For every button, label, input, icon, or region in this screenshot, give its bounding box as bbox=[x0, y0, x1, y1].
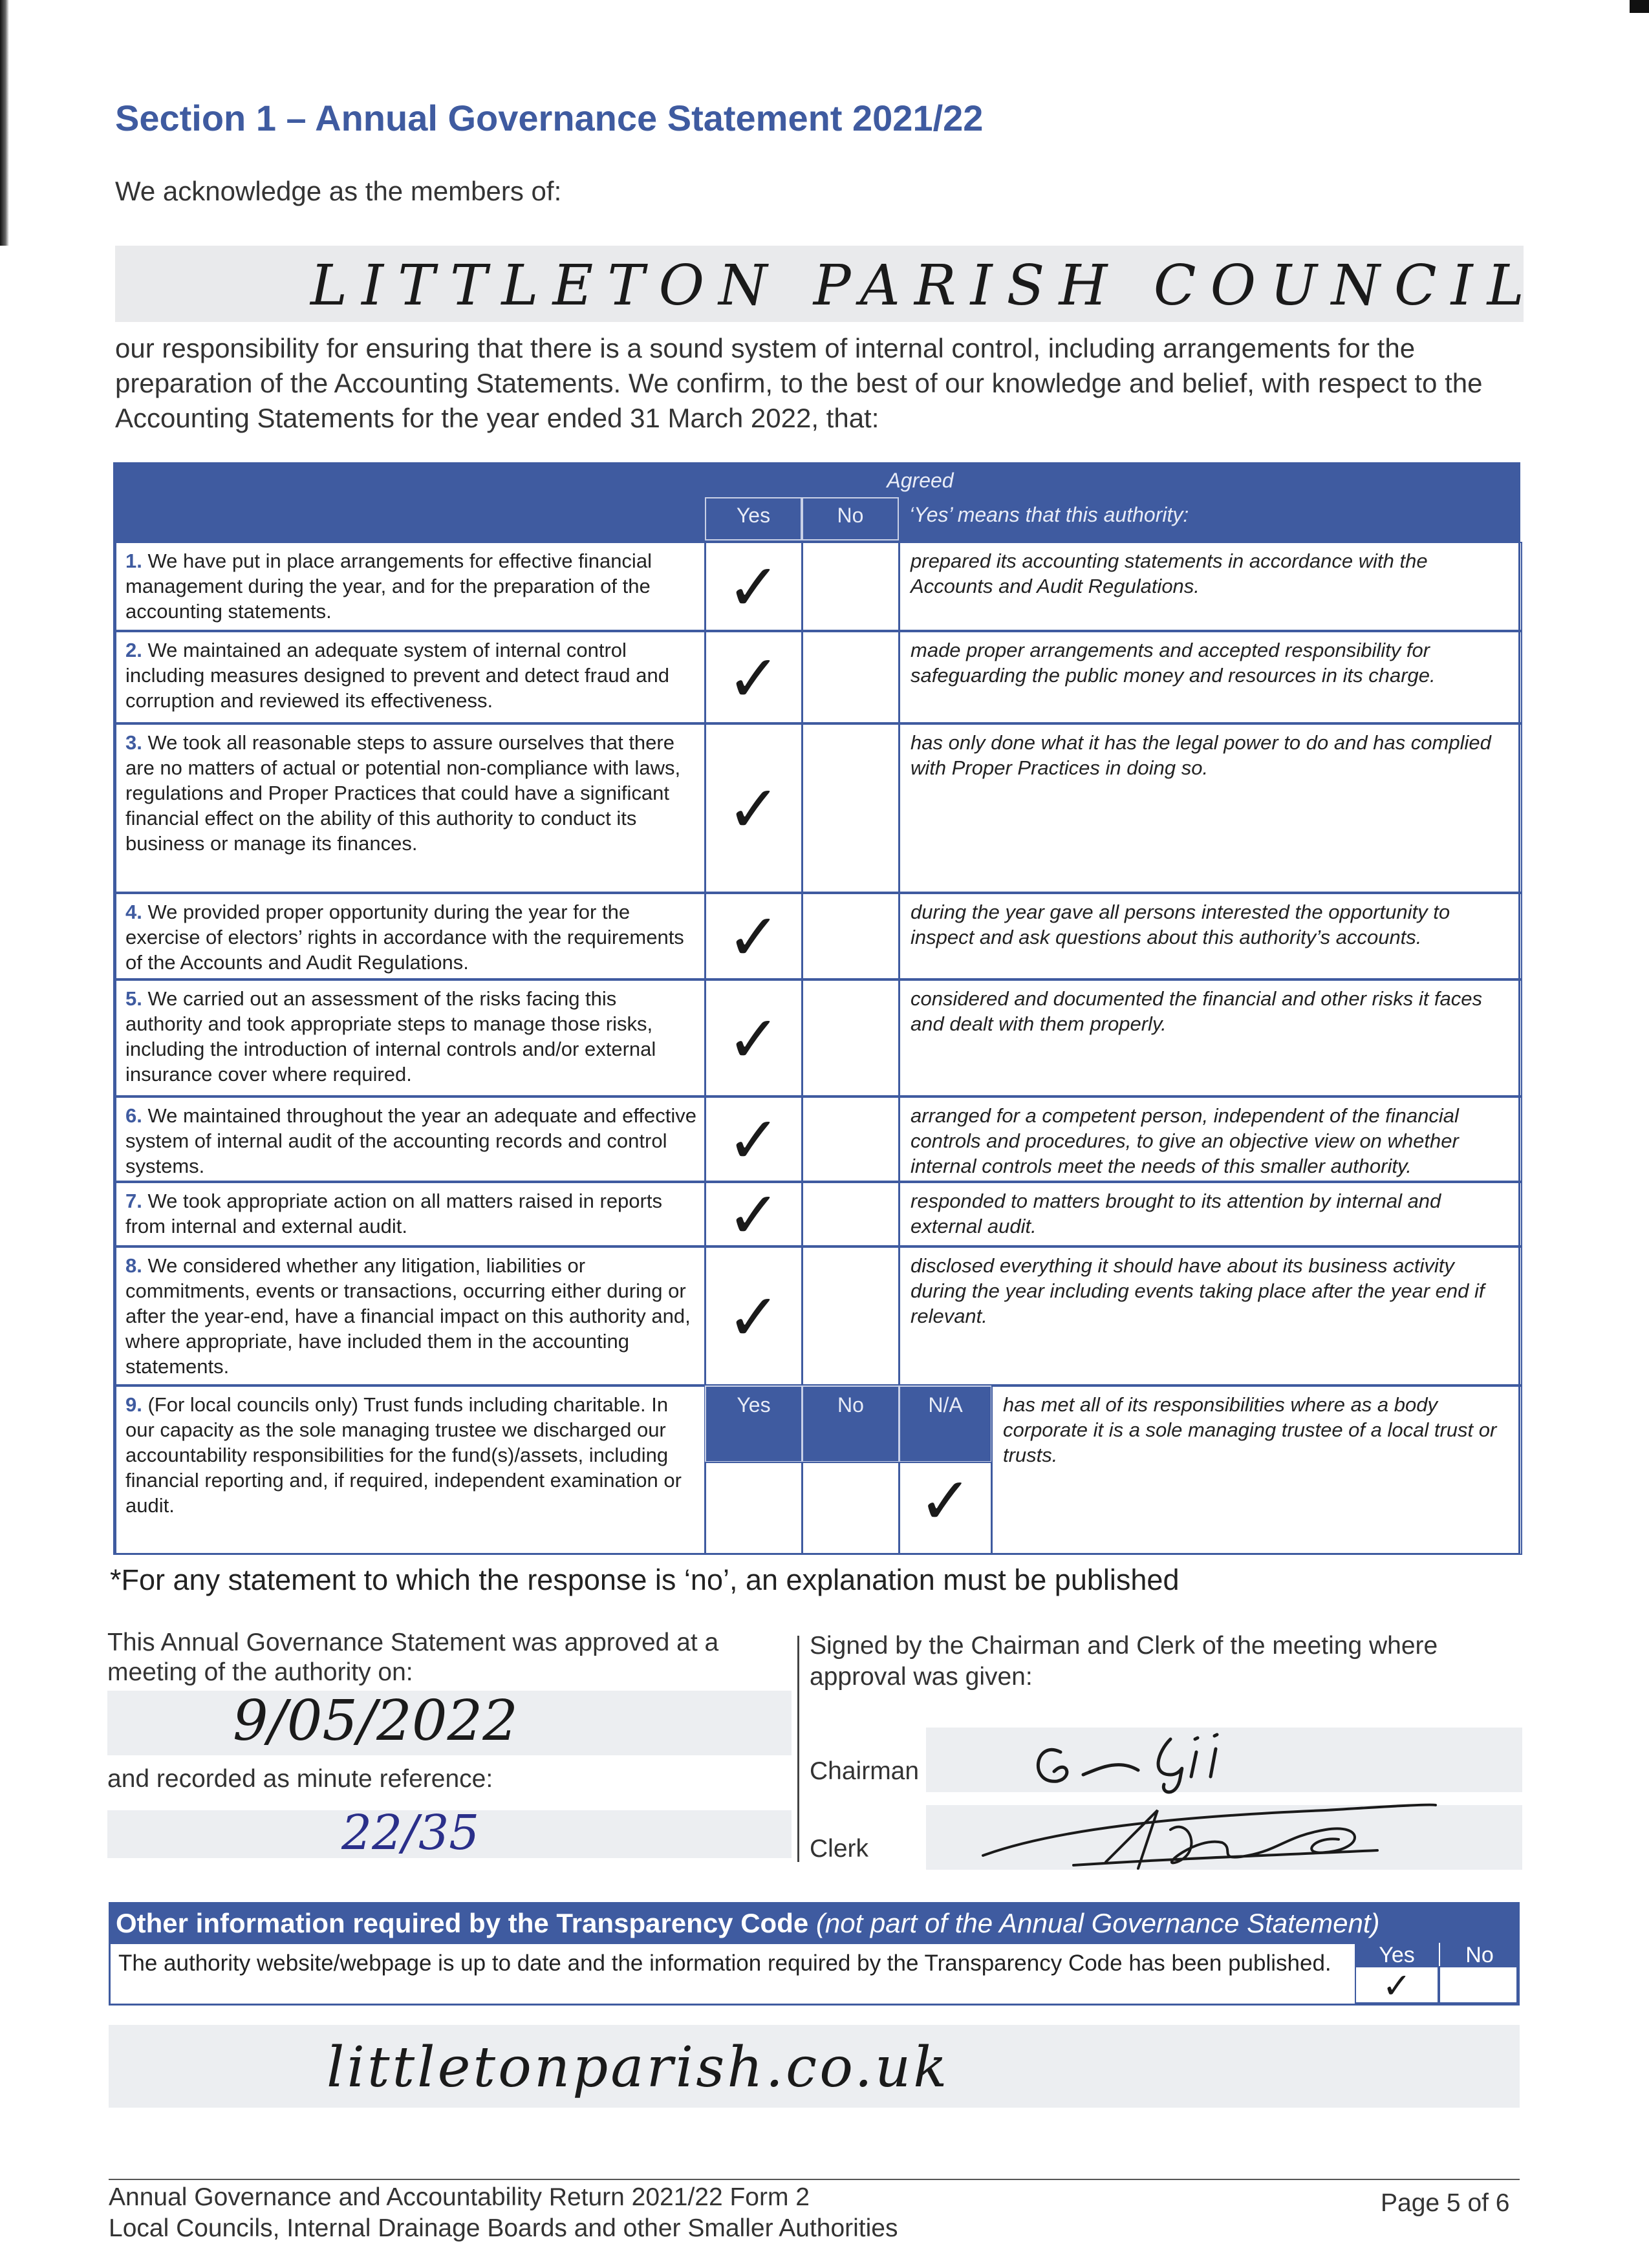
row-5-means: considered and documented the financial and other risks it faces and dealt with them properly. bbox=[899, 979, 1522, 1097]
transparency-heading-note: (not part of the Annual Governance Statement) bbox=[815, 1908, 1380, 1938]
row-2-means: made proper arrangements and accepted responsibility for safeguarding the public money and resources in its charge. bbox=[899, 631, 1522, 723]
row-9-no-label: No bbox=[837, 1393, 864, 1417]
recorded-text: and recorded as minute reference: bbox=[107, 1765, 493, 1793]
row-7-statement bbox=[115, 1182, 706, 1246]
row-6-means: arranged for a competent person, independent of the financial controls and procedures, to give an objective view on whether internal controls meet the needs of this smaller authority. bbox=[899, 1097, 1522, 1182]
transparency-section bbox=[109, 1902, 1520, 2006]
row-number: 6. bbox=[125, 1104, 142, 1127]
no-col-header bbox=[802, 497, 899, 540]
yes-col-header bbox=[705, 497, 802, 540]
row-statement-text: We maintained throughout the year an adequate and effective system of internal audit of the accounting records and control systems. bbox=[125, 1104, 697, 1177]
row-1-no-cell bbox=[802, 542, 900, 631]
scan-edge-shadow bbox=[0, 0, 9, 246]
row-3-means: has only done what it has the legal power to do and has complied with Proper Practices in doing so. bbox=[899, 723, 1522, 893]
approval-date-handwriting: 9/05/2022 bbox=[233, 1689, 518, 1753]
row-5-no-cell bbox=[802, 979, 900, 1097]
row-number: 8. bbox=[125, 1254, 142, 1277]
transparency-tick-mark: ✓ bbox=[1382, 1965, 1412, 2006]
row-7-no-cell bbox=[802, 1182, 900, 1246]
row-9-no-header bbox=[802, 1385, 900, 1462]
row-statement-text: We took appropriate action on all matters raised in reports from internal and external audit. bbox=[125, 1190, 662, 1237]
clerk-signature-image bbox=[976, 1791, 1442, 1881]
transparency-no-header bbox=[1439, 1943, 1519, 1966]
row-5-statement bbox=[115, 979, 706, 1097]
row-9-tick-mark: ✓ bbox=[918, 1463, 973, 1539]
row-8-means: disclosed everything it should have about its business activity during the year including events taking place after the year end if relevant. bbox=[899, 1246, 1522, 1385]
row-9-means: has met all of its responsibilities where as a body corporate it is a sole managing trustee of a local trust or trusts. bbox=[991, 1385, 1522, 1555]
row-number: 7. bbox=[125, 1190, 142, 1212]
row-7-yes-cell bbox=[705, 1177, 803, 1253]
row-statement-text: We took all reasonable steps to assure ourselves that there are no matters of actual or potential non-compliance with laws, regulations and Proper Practices that could have a significant financial effect on the ability of this authority to conduct its business or manage its finances. bbox=[125, 731, 681, 855]
row-number: 5. bbox=[125, 987, 142, 1010]
page-number: Page 5 of 6 bbox=[1381, 2189, 1510, 2217]
row-5-yes-cell bbox=[705, 979, 803, 1097]
footer-text bbox=[109, 2182, 898, 2244]
transparency-yes-label: Yes bbox=[1379, 1943, 1415, 1967]
row-statement-text: We considered whether any litigation, liabilities or commitments, events or transactions, occurring either during or after the year-end, have a financial impact on this authority and, where appropriate, have included them in the accounting statements. bbox=[125, 1254, 691, 1378]
row-9-na-cell bbox=[899, 1462, 992, 1555]
transparency-yes-header bbox=[1355, 1943, 1439, 1966]
minute-reference-handwriting: 22/35 bbox=[341, 1805, 480, 1861]
approved-text: This Annual Governance Statement was approved at a meeting of the authority on: bbox=[107, 1629, 719, 1686]
row-statement-text: We maintained an adequate system of internal control including measures designed to prevent and detect fraud and corruption and reviewed its effectiveness. bbox=[125, 639, 670, 712]
row-9-na-header bbox=[899, 1385, 992, 1462]
intro-text: We acknowledge as the members of: bbox=[115, 176, 562, 206]
row-9-yes-label: Yes bbox=[737, 1393, 771, 1417]
row-6-yes-cell bbox=[705, 1097, 803, 1182]
row-9-yes-header bbox=[705, 1385, 803, 1462]
scan-corner-mark bbox=[1630, 0, 1649, 13]
means-col-label: ‘Yes’ means that this authority: bbox=[909, 503, 1189, 526]
no-response-note: *For any statement to which the response is ‘no’, an explanation must be published bbox=[110, 1563, 1180, 1596]
authority-name-handwriting: LITTLETON PARISH COUNCIL bbox=[310, 253, 1538, 318]
footer-line-1: Annual Governance and Accountability Return 2021/22 Form 2 bbox=[109, 2183, 810, 2211]
row-1-yes-cell bbox=[705, 542, 803, 631]
row-1-statement bbox=[115, 542, 706, 631]
tick-mark: ✓ bbox=[726, 899, 781, 975]
signed-text: Signed by the Chairman and Clerk of the meeting where approval was given: bbox=[810, 1632, 1438, 1691]
row-2-statement bbox=[115, 631, 706, 723]
row-1-means: prepared its accounting statements in accordance with the Accounts and Audit Regulations. bbox=[899, 542, 1522, 631]
agreed-label: Agreed bbox=[887, 469, 954, 492]
responsibility-text: our responsibility for ensuring that there is a sound system of internal control, including arrangements for the preparation of the Accounting Statements. We confirm, to the best of our knowledge and belief, with respect to the Accounting Statements for the year ended 31 March 2022, that: bbox=[115, 333, 1483, 433]
row-9-text: (For local councils only) Trust funds including charitable. In our capacity as the sole managing trustee we discharged our accountability responsibilities for the fund(s)/assets, including financial reporting and, if required, independent examination or audit. bbox=[125, 1393, 682, 1517]
row-8-statement bbox=[115, 1246, 706, 1385]
row-9-number: 9. bbox=[125, 1393, 142, 1416]
yes-col-label: Yes bbox=[736, 504, 771, 527]
transparency-yes-cell bbox=[1355, 1966, 1439, 2004]
tick-mark: ✓ bbox=[726, 550, 781, 625]
transparency-no-cell bbox=[1439, 1966, 1518, 2004]
row-2-yes-cell bbox=[705, 631, 803, 723]
row-3-no-cell bbox=[802, 723, 900, 893]
transparency-text: The authority website/webpage is up to date and the information required by the Transparency Code has been published. bbox=[118, 1951, 1331, 1976]
row-9-na-label: N/A bbox=[928, 1393, 963, 1417]
row-6-statement bbox=[115, 1097, 706, 1182]
tick-mark: ✓ bbox=[726, 1001, 781, 1077]
row-4-statement bbox=[115, 893, 706, 979]
tick-mark: ✓ bbox=[726, 1279, 781, 1355]
row-7-means: responded to matters brought to its attention by internal and external audit. bbox=[899, 1182, 1522, 1246]
transparency-heading: Other information required by the Transparency Code bbox=[116, 1908, 809, 1938]
row-9-yes-cell bbox=[705, 1462, 803, 1555]
footer-rule bbox=[109, 2179, 1520, 2180]
row-6-no-cell bbox=[802, 1097, 900, 1182]
row-statement-text: We provided proper opportunity during the year for the exercise of electors’ rights in accordance with the requirements of the Accounts and Audit Regulations. bbox=[125, 901, 684, 974]
row-8-no-cell bbox=[802, 1246, 900, 1385]
row-3-yes-cell bbox=[705, 723, 803, 893]
row-4-yes-cell bbox=[705, 893, 803, 979]
row-statement-text: We carried out an assessment of the risks facing this authority and took appropriate steps to manage those risks, including the introduction of internal controls and/or external insurance cover where required. bbox=[125, 987, 656, 1086]
chairman-signature-image bbox=[1022, 1713, 1293, 1797]
governance-table bbox=[113, 462, 1520, 1555]
row-number: 3. bbox=[125, 731, 142, 754]
no-col-label: No bbox=[837, 504, 864, 527]
row-2-no-cell bbox=[802, 631, 900, 723]
row-8-yes-cell bbox=[705, 1246, 803, 1385]
row-number: 4. bbox=[125, 901, 142, 923]
row-number: 2. bbox=[125, 639, 142, 661]
row-3-statement bbox=[115, 723, 706, 893]
page-title: Section 1 – Annual Governance Statement 2021/22 bbox=[115, 98, 984, 138]
tick-mark: ✓ bbox=[726, 1102, 781, 1178]
footer-line-2: Local Councils, Internal Drainage Boards and other Smaller Authorities bbox=[109, 2214, 898, 2242]
clerk-label: Clerk bbox=[810, 1835, 869, 1863]
tick-mark: ✓ bbox=[726, 641, 781, 716]
transparency-header bbox=[111, 1904, 1518, 1944]
tick-mark: ✓ bbox=[726, 1177, 781, 1253]
row-statement-text: We have put in place arrangements for effective financial management during the year, and for the preparation of the accounting statements. bbox=[125, 550, 652, 623]
row-4-means: during the year gave all persons interested the opportunity to inspect and ask questions about this authority’s accounts. bbox=[899, 893, 1522, 979]
tick-mark: ✓ bbox=[726, 771, 781, 847]
chairman-label: Chairman bbox=[810, 1757, 920, 1785]
row-number: 1. bbox=[125, 550, 142, 572]
website-handwriting: littletonparish.co.uk bbox=[327, 2035, 950, 2100]
transparency-no-label: No bbox=[1465, 1943, 1494, 1967]
row-9-no-cell bbox=[802, 1462, 900, 1555]
row-4-no-cell bbox=[802, 893, 900, 979]
signature-divider bbox=[797, 1636, 799, 1862]
row-9-statement bbox=[115, 1385, 706, 1555]
